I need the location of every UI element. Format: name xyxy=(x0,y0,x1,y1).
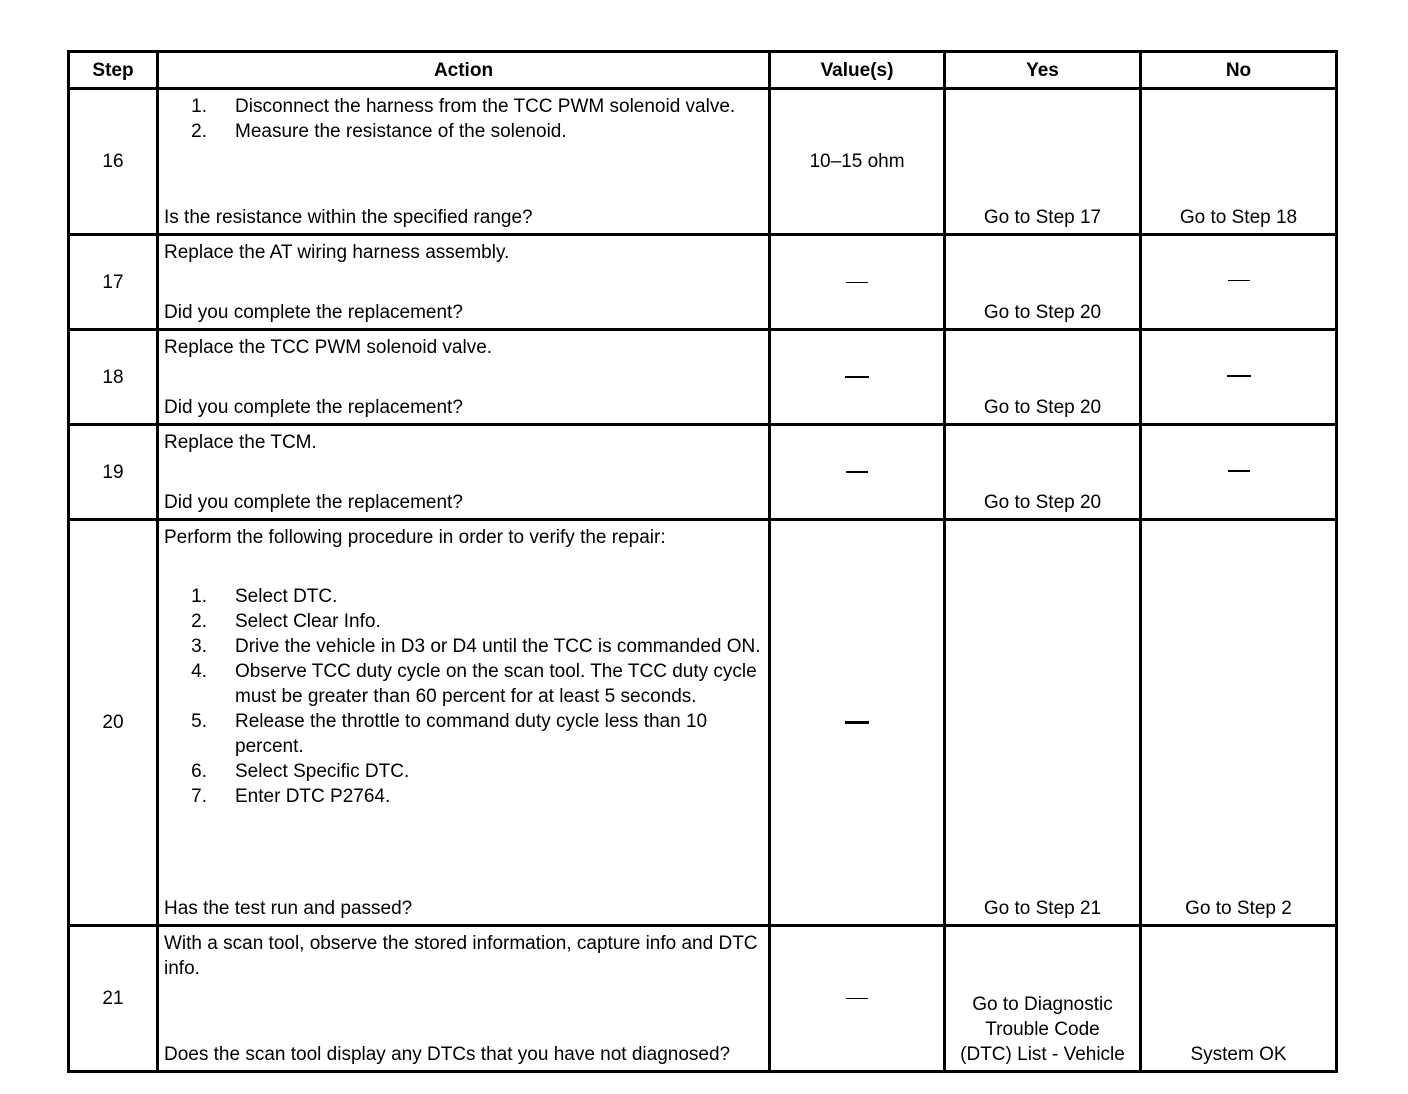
action-cell xyxy=(158,520,770,926)
action-question: Does the scan tool display any DTCs that you have not diagnosed? xyxy=(164,1044,731,1065)
list-item-number: 4. xyxy=(191,661,207,682)
yes-cell: Go to Step 17 xyxy=(945,89,1141,235)
list-item-number: 6. xyxy=(191,761,207,782)
list-item-text: Select Clear Info. xyxy=(235,611,381,632)
value-dash xyxy=(846,471,868,473)
yes-cell: Go to Step 21 xyxy=(945,520,1141,926)
list-item-text: Select Specific DTC. xyxy=(235,761,410,782)
step-number: 21 xyxy=(69,926,158,1072)
value-dash xyxy=(845,721,869,724)
action-intro: Replace the TCM. xyxy=(164,432,317,453)
list-item xyxy=(164,94,765,119)
procedure-list xyxy=(164,94,765,144)
value-dash xyxy=(846,282,868,283)
action-cell xyxy=(158,425,770,520)
value-cell xyxy=(770,235,945,330)
action-question: Did you complete the replacement? xyxy=(164,302,463,323)
yes-cell: Go to Step 20 xyxy=(945,235,1141,330)
diagnostic-table xyxy=(67,50,1338,1073)
value-dash xyxy=(845,376,869,378)
procedure-list xyxy=(164,584,765,809)
action-cell xyxy=(158,89,770,235)
list-item-text: Observe TCC duty cycle on the scan tool. The TCC duty cycle must be greater than 60 percent for at least 5 seconds. xyxy=(235,661,757,707)
list-item xyxy=(164,759,765,784)
list-item-text: Disconnect the harness from the TCC PWM solenoid valve. xyxy=(235,96,736,117)
table-row-step-16 xyxy=(69,89,1337,235)
no-cell: Go to Step 2 xyxy=(1141,520,1337,926)
header-step: Step xyxy=(69,52,158,89)
no-cell xyxy=(1141,425,1337,520)
table-row-step-19 xyxy=(69,425,1337,520)
step-number: 20 xyxy=(69,520,158,926)
step-number: 17 xyxy=(69,235,158,330)
value-cell xyxy=(770,425,945,520)
action-intro: Replace the AT wiring harness assembly. xyxy=(164,242,510,263)
action-intro: With a scan tool, observe the stored information, capture info and DTC info. xyxy=(164,933,758,979)
no-dash xyxy=(1228,470,1250,472)
list-item-text: Release the throttle to command duty cycle less than 10 percent. xyxy=(235,711,708,757)
step-number: 19 xyxy=(69,425,158,520)
no-dash xyxy=(1228,280,1250,281)
action-intro: Replace the TCC PWM solenoid valve. xyxy=(164,337,493,358)
yes-cell: Go to Step 20 xyxy=(945,330,1141,425)
table-row-step-21 xyxy=(69,926,1337,1072)
action-question: Is the resistance within the specified range? xyxy=(164,207,533,228)
list-item xyxy=(164,709,765,759)
yes-cell: Go to Diagnostic Trouble Code (DTC) List - Vehicle xyxy=(945,926,1141,1072)
value-cell xyxy=(770,926,945,1072)
table-row-step-20 xyxy=(69,520,1337,926)
list-item xyxy=(164,659,765,709)
list-item-number: 5. xyxy=(191,711,207,732)
list-item-number: 3. xyxy=(191,636,207,657)
header-no: No xyxy=(1141,52,1337,89)
list-item-text: Drive the vehicle in D3 or D4 until the TCC is commanded ON. xyxy=(235,636,761,657)
header-yes: Yes xyxy=(945,52,1141,89)
no-dash xyxy=(1227,375,1251,377)
no-cell xyxy=(1141,235,1337,330)
list-item xyxy=(164,609,765,634)
header-values: Value(s) xyxy=(770,52,945,89)
list-item xyxy=(164,119,765,144)
header-row xyxy=(69,52,1337,89)
action-question: Has the test run and passed? xyxy=(164,898,413,919)
list-item-number: 2. xyxy=(191,121,207,142)
list-item-number: 1. xyxy=(191,96,207,117)
list-item-text: Select DTC. xyxy=(235,586,338,607)
list-item-text: Enter DTC P2764. xyxy=(235,786,391,807)
no-cell: System OK xyxy=(1141,926,1337,1072)
action-cell xyxy=(158,235,770,330)
action-cell xyxy=(158,330,770,425)
list-item xyxy=(164,634,765,659)
yes-cell: Go to Step 20 xyxy=(945,425,1141,520)
value-dash xyxy=(846,998,868,999)
action-cell xyxy=(158,926,770,1072)
list-item-number: 1. xyxy=(191,586,207,607)
action-question: Did you complete the replacement? xyxy=(164,492,463,513)
no-cell xyxy=(1141,330,1337,425)
value-cell: 10–15 ohm xyxy=(770,89,945,235)
step-number: 18 xyxy=(69,330,158,425)
no-cell: Go to Step 18 xyxy=(1141,89,1337,235)
table-row-step-17 xyxy=(69,235,1337,330)
value-cell xyxy=(770,330,945,425)
list-item-text: Measure the resistance of the solenoid. xyxy=(235,121,567,142)
action-intro: Perform the following procedure in order to verify the repair: xyxy=(164,527,666,548)
list-item-number: 2. xyxy=(191,611,207,632)
list-item-number: 7. xyxy=(191,786,207,807)
list-item xyxy=(164,784,765,809)
header-action: Action xyxy=(158,52,770,89)
action-question: Did you complete the replacement? xyxy=(164,397,463,418)
value-cell xyxy=(770,520,945,926)
list-item xyxy=(164,584,765,609)
table-row-step-18 xyxy=(69,330,1337,425)
step-number: 16 xyxy=(69,89,158,235)
